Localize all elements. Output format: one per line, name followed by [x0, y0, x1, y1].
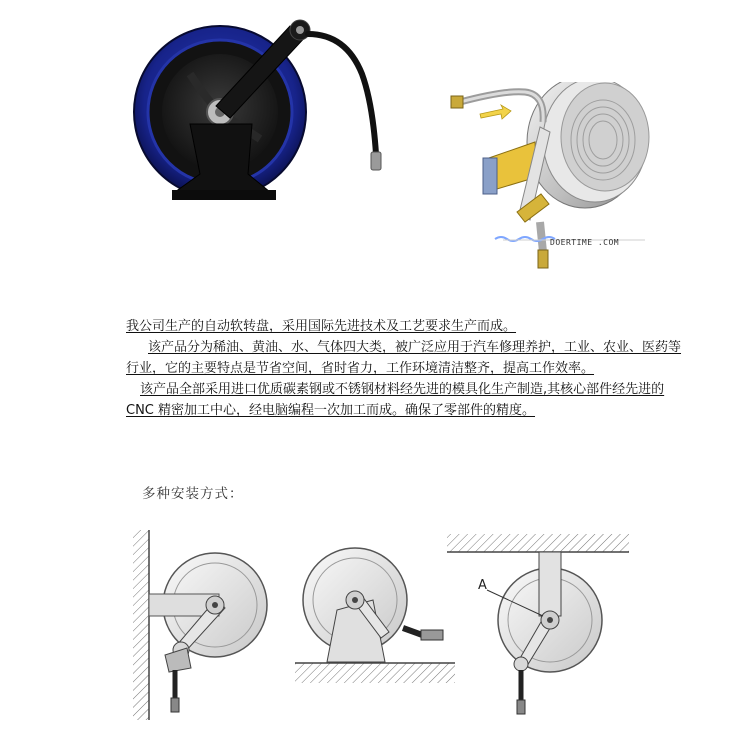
callout-label: A: [478, 578, 487, 593]
floor-mount-diagram: [295, 548, 455, 683]
intro-line: 该产品分为稀油、黄油、水、气体四大类，被广泛应用于汽车修理养护，工业、农业、医药等行业，它的主要特点是节省空间，省时省力，工作环境清洁整齐，提高工作效率。: [126, 340, 682, 376]
watermark: DOERTIME .COM: [550, 238, 620, 247]
ceiling-mount-diagram: [447, 534, 629, 714]
intro-line: 我公司生产的自动软转盘，采用国际先进技术及工艺要求生产而成。: [126, 319, 517, 334]
installation-title: 多种安装方式：: [142, 486, 244, 502]
intro-line: 该产品全部采用进口优质碳素钢或不锈钢材料经先进的模具化生产制造,其核心部件经先进的 CNC 精密加工中心，经电脑编程一次加工而成。确保了零部件的精度。: [126, 382, 665, 418]
wall-mount-diagram: [133, 530, 267, 720]
hose: [308, 34, 376, 154]
flow-arrow-icon: [480, 105, 511, 119]
installation-diagrams: [125, 520, 635, 725]
intro-paragraph: [126, 316, 686, 421]
cutaway-reel-illustration: [445, 82, 660, 282]
blue-hose-reel-photo: [130, 14, 390, 214]
